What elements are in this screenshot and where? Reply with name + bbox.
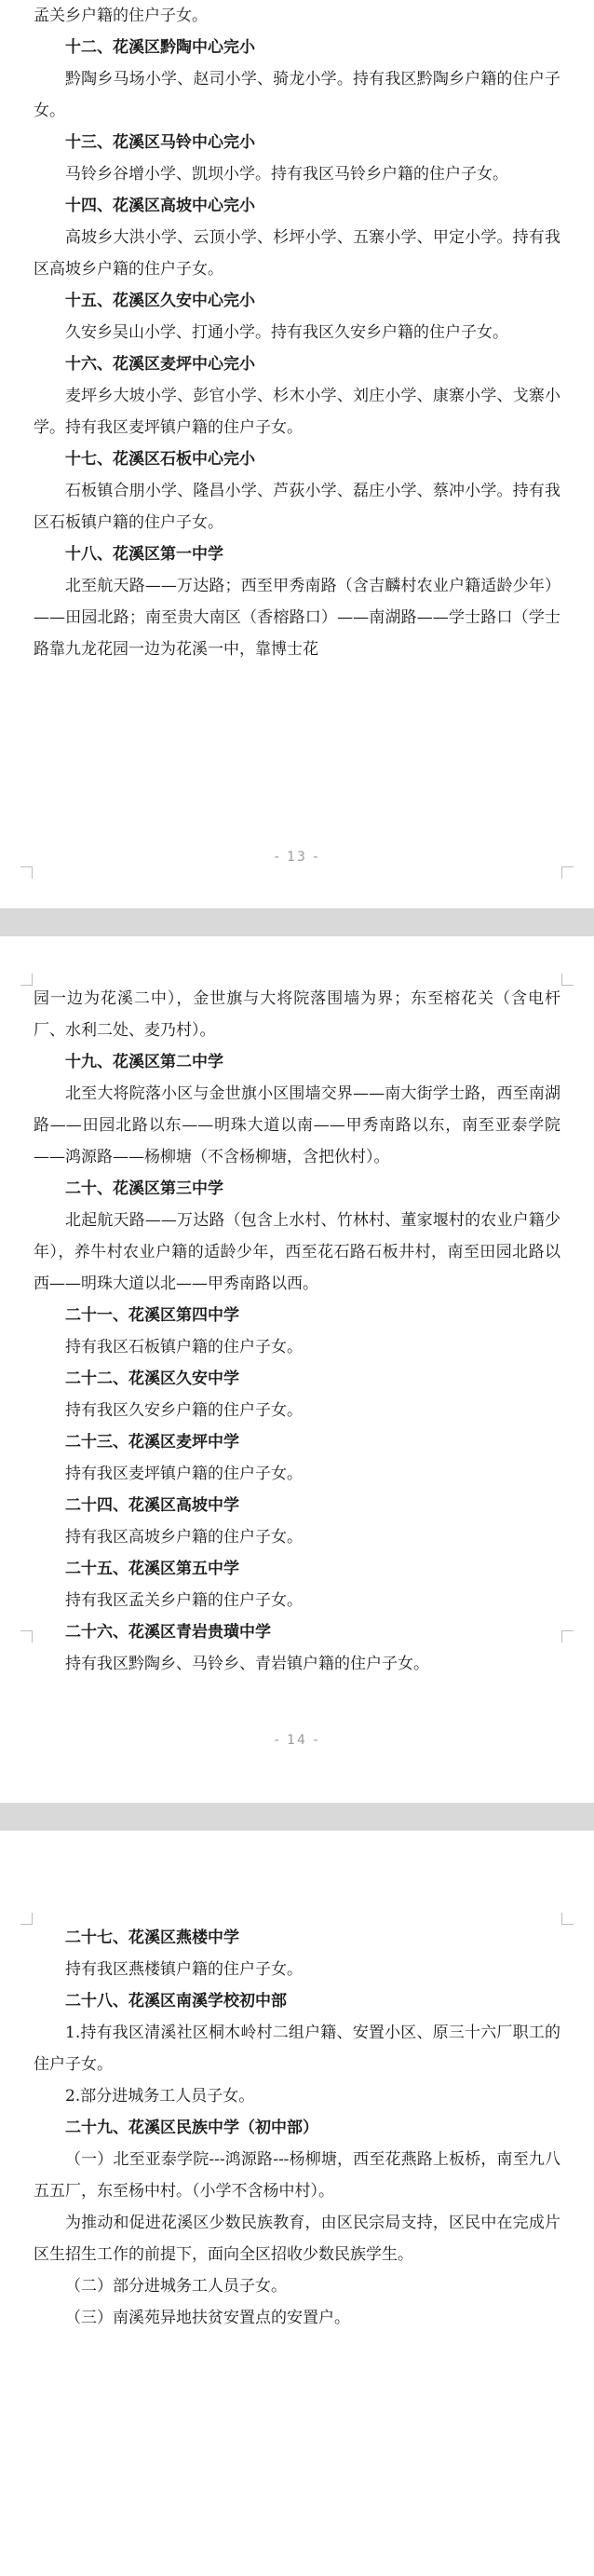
body-paragraph: （一）北至亚泰学院---鸿源路---杨柳塘，西至花燕路上板桥，南至九八五五厂，东至杨中村。（小学不含杨中村）。 xyxy=(34,2150,560,2201)
page-corner-mark xyxy=(561,1630,574,1642)
body-paragraph: 持有我区高坡乡户籍的住户子女。 xyxy=(65,1528,303,1547)
body-paragraph: 久安乡吴山小学、打通小学。持有我区久安乡户籍的住户子女。 xyxy=(65,323,508,342)
body-paragraph: 持有我区久安乡户籍的住户子女。 xyxy=(65,1401,303,1420)
page-corner-mark xyxy=(561,974,574,986)
document-page-14 xyxy=(0,936,594,1803)
document-page-15 xyxy=(0,1831,594,2576)
section-heading: 二十四、花溪区高坡中学 xyxy=(65,1496,239,1515)
section-heading: 二十三、花溪区麦坪中学 xyxy=(65,1433,239,1452)
section-heading: 十八、花溪区第一中学 xyxy=(65,545,223,564)
body-paragraph: 北起航天路——万达路（包含上水村、竹林村、董家堰村的农业户籍少年），养牛村农业户籍的适龄少年，西至花石路石板井村，南至田园北路以西——明珠大道以北——甲秀南路以西。 xyxy=(34,1211,560,1293)
body-paragraph: 石板镇合朋小学、隆昌小学、芦荻小学、磊庄小学、蔡冲小学。持有我区石板镇户籍的住户子女。 xyxy=(34,482,560,532)
body-paragraph: 持有我区黔陶乡、马铃乡、青岩镇户籍的住户子女。 xyxy=(65,1655,429,1673)
section-heading: 二十二、花溪区久安中学 xyxy=(65,1370,239,1388)
page-corner-mark xyxy=(20,974,33,986)
section-heading: 十五、花溪区久安中心完小 xyxy=(65,292,255,310)
page-corner-mark xyxy=(20,1913,33,1925)
body-paragraph: 持有我区麦坪镇户籍的住户子女。 xyxy=(65,1465,303,1483)
body-paragraph: 1.持有我区清溪社区桐木岭村二组户籍、安置小区、原三十六厂职工的住户子女。 xyxy=(34,2024,560,2074)
body-paragraph: 高坡乡大洪小学、云顶小学、杉坪小学、五寨小学、甲定小学。持有我区高坡乡户籍的住户子女。 xyxy=(34,228,560,279)
section-heading: 十四、花溪区高坡中心完小 xyxy=(65,197,255,215)
section-heading: 二十一、花溪区第四中学 xyxy=(65,1306,239,1325)
page-corner-mark xyxy=(561,866,574,879)
body-paragraph: 黔陶乡马场小学、赵司小学、骑龙小学。持有我区黔陶乡户籍的住户子女。 xyxy=(34,70,560,120)
section-heading: 二十九、花溪区民族中学（初中部） xyxy=(65,2119,318,2137)
body-paragraph: 马铃乡谷增小学、凯坝小学。持有我区马铃乡户籍的住户子女。 xyxy=(65,165,508,184)
section-heading: 二十六、花溪区青岩贵璜中学 xyxy=(65,1623,271,1642)
body-paragraph: 为推动和促进花溪区少数民族教育，由区民宗局支持，区民中在完成片区生招生工作的前提下，面向全区招收少数民族学生。 xyxy=(34,2214,560,2264)
body-paragraph: 北至大将院落小区与金世旗小区围墙交界——南大街学士路，西至南湖路——田园北路以东——明珠大道以南——甲秀南路以东，南至亚泰学院——鸿源路——杨柳塘（不含杨柳塘，含把伙村）。 xyxy=(34,1084,560,1166)
body-paragraph: 园一边为花溪二中），金世旗与大将院落围墙为界；东至榕花关（含电杆厂、水利二处、麦乃村）。 xyxy=(34,989,560,1040)
body-paragraph: （三）南溪苑异地扶贫安置点的安置户。 xyxy=(65,2309,350,2327)
page-15-content xyxy=(34,1922,560,2334)
body-paragraph: 持有我区石板镇户籍的住户子女。 xyxy=(65,1338,303,1356)
document-page-13 xyxy=(0,0,594,908)
page-corner-mark xyxy=(20,1630,33,1642)
page-corner-mark xyxy=(561,1913,574,1925)
page-number: - 14 - xyxy=(274,1733,320,1748)
section-heading: 十七、花溪区石板中心完小 xyxy=(65,450,255,469)
page-number: - 13 - xyxy=(274,850,320,865)
body-paragraph: 持有我区孟关乡户籍的住户子女。 xyxy=(65,1591,303,1610)
body-paragraph: 北至航天路——万达路；西至甲秀南路（含吉麟村农业户籍适龄少年）——田园北路；南至贵大南区（香榕路口）——南湖路——学士路口（学士路靠九龙花园一边为花溪一中，靠博士花 xyxy=(34,577,560,659)
body-paragraph: 持有我区燕楼镇户籍的住户子女。 xyxy=(65,1960,303,1979)
section-heading: 二十五、花溪区第五中学 xyxy=(65,1560,239,1578)
section-heading: 二十七、花溪区燕楼中学 xyxy=(65,1929,239,1947)
body-paragraph: 麦坪乡大坡小学、彭官小学、杉木小学、刘庄小学、康寨小学、戈寨小学。持有我区麦坪镇户籍的住户子女。 xyxy=(34,387,560,437)
section-heading: 十九、花溪区第二中学 xyxy=(65,1053,223,1071)
page-13-content xyxy=(34,0,560,665)
section-heading: 十六、花溪区麦坪中心完小 xyxy=(65,355,255,374)
section-heading: 二十、花溪区第三中学 xyxy=(65,1179,223,1198)
body-paragraph: （二）部分进城务工人员子女。 xyxy=(65,2277,287,2296)
page-14-content xyxy=(34,983,560,1680)
section-heading: 十三、花溪区马铃中心完小 xyxy=(65,133,255,152)
section-heading: 十二、花溪区黔陶中心完小 xyxy=(65,38,255,57)
body-paragraph: 2.部分进城务工人员子女。 xyxy=(65,2087,255,2106)
page-corner-mark xyxy=(20,866,33,879)
section-heading: 二十八、花溪区南溪学校初中部 xyxy=(65,1992,287,2010)
body-paragraph: 孟关乡户籍的住户子女。 xyxy=(34,7,208,25)
